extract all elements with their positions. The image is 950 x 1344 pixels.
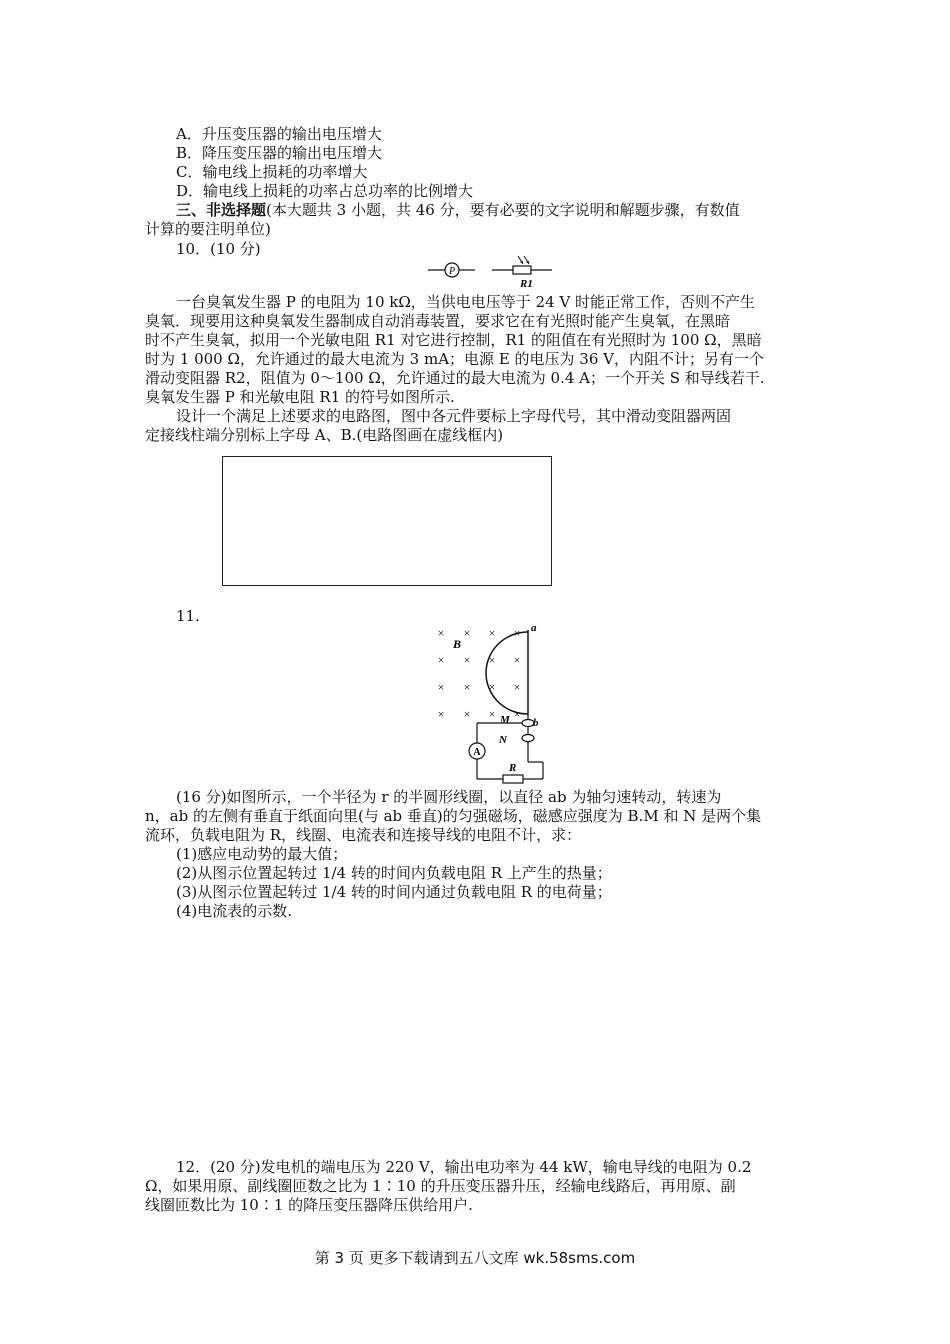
q10-para1-line6: 臭氧发生器 P 和光敏电阻 R1 的符号如图所示.	[145, 388, 455, 406]
q11-subq3: (3)从图示位置起转过 1/4 转的时间内通过负载电阻 R 的电荷量；	[176, 883, 612, 901]
field-cross: ×	[463, 680, 471, 694]
field-cross: ×	[488, 626, 496, 640]
q10-para1-line2: 臭氧．现要用这种臭氧发生器制成自动消毒装置，要求它在有光照时能产生臭氧，在黑暗	[145, 312, 731, 330]
field-cross: ×	[437, 653, 445, 667]
field-cross: ×	[463, 626, 471, 640]
q12-line1: 12．(20 分)发电机的端电压为 220 V，输出电功率为 44 kW，输电导线的电阻为 0.2	[176, 1158, 752, 1176]
symbol-r1-label: R1	[520, 278, 533, 290]
q11-line2: n，ab 的左侧有垂直于纸面向里(与 ab 垂直)的匀强磁场，磁感应强度为 B.M 和 N 是两个集	[145, 807, 762, 825]
q9-option-a: A．升压变压器的输出电压增大	[176, 125, 382, 143]
photoresistor-symbol	[513, 266, 531, 274]
q11-line1: (16 分)如图所示，一个半径为 r 的半圆形线圈，以直径 ab 为轴匀速转动，转速为	[176, 788, 722, 806]
field-cross: ×	[488, 680, 496, 694]
section3-heading	[176, 200, 740, 220]
field-cross: ×	[463, 653, 471, 667]
q10-para2-line1: 设计一个满足上述要求的电路图，图中各元件要标上字母代号，其中滑动变阻器两固	[176, 407, 732, 425]
ring-m-label: M	[500, 714, 510, 726]
q9-option-d: D．输电线上损耗的功率占总功率的比例增大	[176, 182, 474, 200]
section3-desc: (本大题共 3 小题，共 46 分，要有必要的文字说明和解题步骤，有数值	[266, 201, 740, 219]
ring-n-label: N	[499, 734, 507, 746]
symbol-p-label: P	[448, 266, 456, 277]
field-cross: ×	[513, 653, 521, 667]
q11-header: 11.	[176, 607, 200, 625]
q12-line3: 线圈匝数比为 10∶1 的降压变压器降压供给用户.	[145, 1196, 473, 1214]
q11-subq4: (4)电流表的示数.	[176, 902, 293, 920]
q9-option-c: C．输电线上损耗的功率增大	[176, 163, 368, 181]
section3-title: 三、非选择题	[176, 201, 267, 219]
field-cross: ×	[463, 707, 471, 721]
field-cross: ×	[437, 680, 445, 694]
field-b-label: B	[453, 637, 462, 651]
q11-coil-figure	[430, 620, 550, 785]
field-cross: ×	[513, 626, 521, 640]
q10-header: 10．(10 分)	[176, 240, 261, 258]
field-cross: ×	[513, 707, 521, 721]
q10-answer-box	[222, 456, 552, 586]
q12-line2: Ω，如果用原、副线圈匝数之比为 1∶10 的升压变压器升压，经输电线路后，再用原、副	[145, 1177, 736, 1195]
q10-para1-line3: 时不产生臭氧，拟用一个光敏电阻 R1 对它进行控制，R1 的阻值在有光照时为 100 Ω，黑暗	[145, 331, 762, 349]
q10-para2-line2: 定接线柱端分别标上字母 A、B.(电路图画在虚线框内)	[145, 426, 504, 444]
section3-desc-cont: 计算的要注明单位)	[145, 220, 271, 238]
point-b-label: b	[533, 717, 539, 729]
q9-option-b: B．降压变压器的输出电压增大	[176, 144, 383, 162]
ammeter-label: A	[473, 747, 481, 758]
q11-line3: 流环，负载电阻为 R，线圈、电流表和连接导线的电阻不计，求：	[145, 826, 582, 844]
point-a-label: a	[531, 622, 537, 634]
page-footer: 第 3 页 更多下载请到五八文库 wk.58sms.com	[314, 1249, 636, 1267]
q11-subq2: (2)从图示位置起转过 1/4 转的时间内负载电阻 R 上产生的热量；	[176, 864, 612, 882]
q11-subq1: (1)感应电动势的最大值；	[176, 845, 348, 863]
field-cross: ×	[488, 707, 496, 721]
q10-para1-line1: 一台臭氧发生器 P 的电阻为 10 kΩ，当供电电压等于 24 V 时能正常工作，否则不产生	[176, 293, 756, 311]
field-cross: ×	[513, 680, 521, 694]
q10-para1-line4: 时为 1 000 Ω，允许通过的最大电流为 3 mA；电源 E 的电压为 36 V，内阻不计；另有一个	[145, 350, 764, 368]
q10-symbols-figure	[420, 254, 565, 292]
field-cross: ×	[437, 626, 445, 640]
q10-para1-line5: 滑动变阻器 R2，阻值为 0～100 Ω，允许通过的最大电流为 0.4 A；一个开关 S 和导线若干.	[145, 369, 765, 387]
field-cross: ×	[488, 653, 496, 667]
load-r-label: R	[509, 762, 517, 774]
field-cross: ×	[437, 707, 445, 721]
